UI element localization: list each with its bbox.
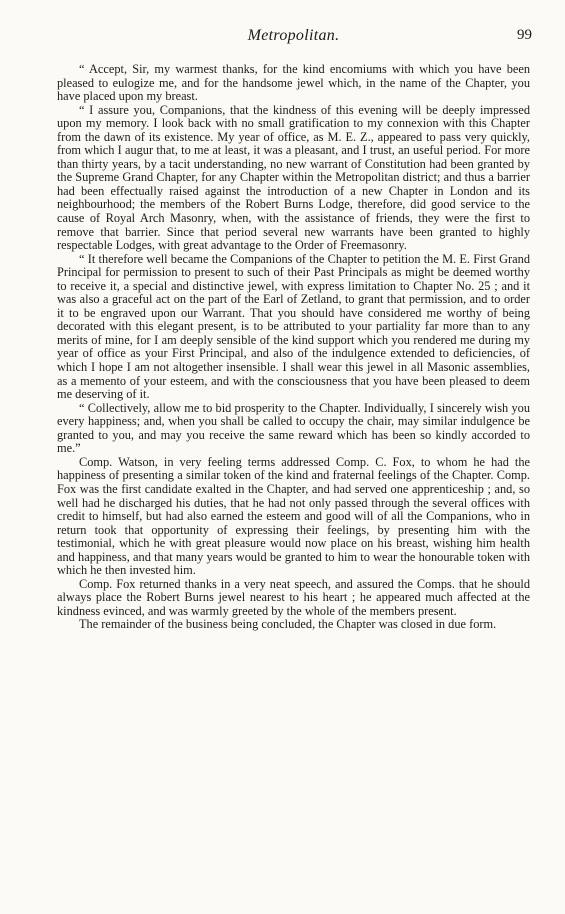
body-text (57, 63, 530, 632)
book-page (57, 27, 530, 632)
paragraph-watson-address: Comp. Watson, in very feeling terms addressed Comp. C. Fox, to whom he had the happiness of presenting a similar token of the kind and fraternal feelings of the Chapter. Comp. Fox was the first candidate exalted in the Chapter, and had served one apprenticeship ; and, so well had he discharged his duties, that he had not only passed through the several offices with credit to himself, but had also earned the esteem and good will of all the Companions, who in return took that opportunity of expressing their feelings, by presenting him with the testimonial, which he with great pleasure would now place on his breast, wishing him health and happiness, and that many years would be granted to him to wear the honourable token with which he then invested him. (57, 454, 530, 578)
paragraph-jewel: “ It therefore well became the Companions of the Chapter to petition the M. E. First Grand Principal for permission to present to such of their Past Principals as might be deemed worthy to receive it, a special and distinctive jewel, with express limitation to Chapter No. 25 ; and it was also a graceful act on the part of the Earl of Zetland, to grant that permission, and to order it to be engraved upon our Warrant. That you should have considered me worthy of being decorated with this elegant present, is to be attributed to your partiality far more than to any merits of mine, for I am deeply sensible of the kind support which you rendered me during my year of office as your First Principal, and also of the indulgence extended to deficiencies, of which I hope I am not altogether insensible. I shall wear this jewel in all Masonic assemblies, as a memento of your esteem, and with the consciousness that you have been pleased to deem me deserving of it. (57, 251, 530, 402)
running-title: Metropolitan. (247, 27, 340, 44)
page-number: 99 (517, 27, 532, 43)
paragraph-prosperity: “ Collectively, allow me to bid prosperity to the Chapter. Individually, I sincerely wish you every happiness; and, when you shall be called to occupy the chair, may similar indulgence be granted to you, and may you receive the same reward which has been so kindly accorded to me.” (57, 400, 530, 456)
paragraph-thanks: “ Accept, Sir, my warmest thanks, for the kind encomiums with which you have been pleased to eulogize me, and for the handsome jewel which, in the name of the Chapter, you have placed upon my breast. (57, 62, 530, 104)
paragraph-fox-reply: Comp. Fox returned thanks in a very neat speech, and assured the Comps. that he should always place the Robert Burns jewel nearest to his heart ; he appeared much affected at the kindness evinced, and was warmly greeted by the whole of the members present. (57, 576, 530, 618)
page-header (57, 27, 530, 51)
paragraph-closing: The remainder of the business being concluded, the Chapter was closed in due form. (79, 617, 497, 632)
paragraph-recollection: “ I assure you, Companions, that the kindness of this evening will be deeply impressed upon my memory. I look back with no small gratification to my connexion with this Chapter from the dawn of its existence. My year of office, as M. E. Z., appeared to pass very quickly, from which I augur that, to me at least, it was a pleasant, and I trust, an useful period. For more than thirty years, by a tacit understanding, no new warrant of Constitution had been granted by the Supreme Grand Chapter, for any Chapter within the Metropolitan district; and thus a barrier had been effectually raised against the introduction of a new Chapter in London and its neighbourhood; the members of the Robert Burns Lodge, therefore, did good service to the cause of Royal Arch Masonry, when, with the assistance of friends, they were the first to remove that barrier. Since that period several new warrants have been granted to highly respectable Lodges, with great advantage to the Order of Freemasonry. (57, 102, 530, 253)
